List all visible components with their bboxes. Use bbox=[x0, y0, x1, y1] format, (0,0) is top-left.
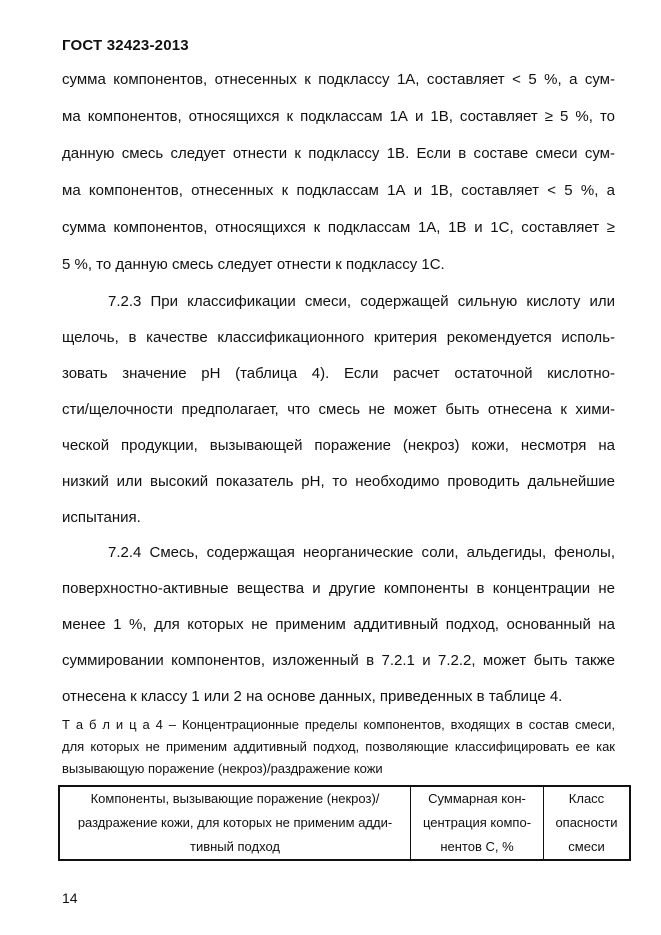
cell-line: смеси bbox=[568, 839, 605, 854]
cell-line: тивный подход bbox=[190, 839, 280, 854]
text-line: 5 %, то данную смесь следует отнести к подклассу 1С. bbox=[62, 256, 445, 273]
header-cell-hazard-class bbox=[544, 786, 631, 860]
caption-line: вызывающую поражение (некроз)/раздражение кожи bbox=[62, 761, 383, 776]
text-line: 7.2.3 При классификации смеси, содержащей сильную кислоту или bbox=[108, 293, 615, 310]
caption-line: Т а б л и ц а 4 – Концентрационные пределы компонентов, входящих в состав смеси, bbox=[62, 717, 615, 732]
text-line: 7.2.4 Смесь, содержащая неорганические соли, альдегиды, фенолы, bbox=[108, 544, 615, 561]
text-line: низкий или высокий показатель рН, то необходимо проводить дальнейшие bbox=[62, 473, 615, 490]
text-line: сумма компонентов, отнесенных к подклассу 1А, составляет < 5 %, а сум- bbox=[62, 71, 615, 88]
cell-line: нентов С, % bbox=[440, 839, 514, 854]
text-line: испытания. bbox=[62, 509, 141, 526]
text-line: ческой продукции, вызывающей поражение (некроз) кожи, несмотря на bbox=[62, 437, 615, 454]
text-line: ма компонентов, отнесенных к подклассам 1А и 1В, составляет < 5 %, а bbox=[62, 182, 615, 199]
text-line: суммировании компонентов, изложенный в 7.2.1 и 7.2.2, может быть также bbox=[62, 652, 615, 669]
text-line: данную смесь следует отнести к подклассу 1В. Если в составе смеси сум- bbox=[62, 145, 615, 162]
cell-line: Класс bbox=[568, 791, 605, 806]
cell-line: опасности bbox=[555, 815, 618, 830]
text-line: сумма компонентов, относящихся к подклассам 1А, 1В и 1С, составляет ≥ bbox=[62, 219, 615, 236]
text-line: сти/щелочности предполагает, что смесь не может быть отнесена к хими- bbox=[62, 401, 615, 418]
cell-line: Суммарная кон- bbox=[428, 791, 526, 806]
text-line: щелочь, в качестве классификационного критерия рекомендуется исполь- bbox=[62, 329, 615, 346]
cell-line: раздражение кожи, для которых не применим адди- bbox=[77, 815, 393, 830]
cell-line: Компоненты, вызывающие поражение (некроз)/ bbox=[90, 791, 380, 806]
page-number: 14 bbox=[62, 890, 78, 906]
text-line: ма компонентов, относящихся к подклассам 1А и 1В, составляет ≥ 5 %, то bbox=[62, 108, 615, 125]
cell-line: центрация компо- bbox=[422, 815, 532, 830]
text-line: отнесена к классу 1 или 2 на основе данных, приведенных в таблице 4. bbox=[62, 688, 563, 705]
header-cell-concentration bbox=[411, 786, 544, 860]
table-header-row bbox=[59, 786, 630, 860]
text-line: зовать значение рН (таблица 4). Если расчет остаточной кислотно- bbox=[62, 365, 615, 382]
text-line: поверхностно-активные вещества и другие компоненты в концентрации не bbox=[62, 580, 615, 597]
document-header: ГОСТ 32423-2013 bbox=[62, 37, 189, 54]
caption-line: для которых не применим аддитивный подход, позволяющие классифицировать ее как bbox=[62, 739, 615, 754]
text-line: менее 1 %, для которых не применим аддитивный подход, основанный на bbox=[62, 616, 615, 633]
header-cell-components bbox=[59, 786, 411, 860]
table-4-header bbox=[58, 785, 631, 861]
